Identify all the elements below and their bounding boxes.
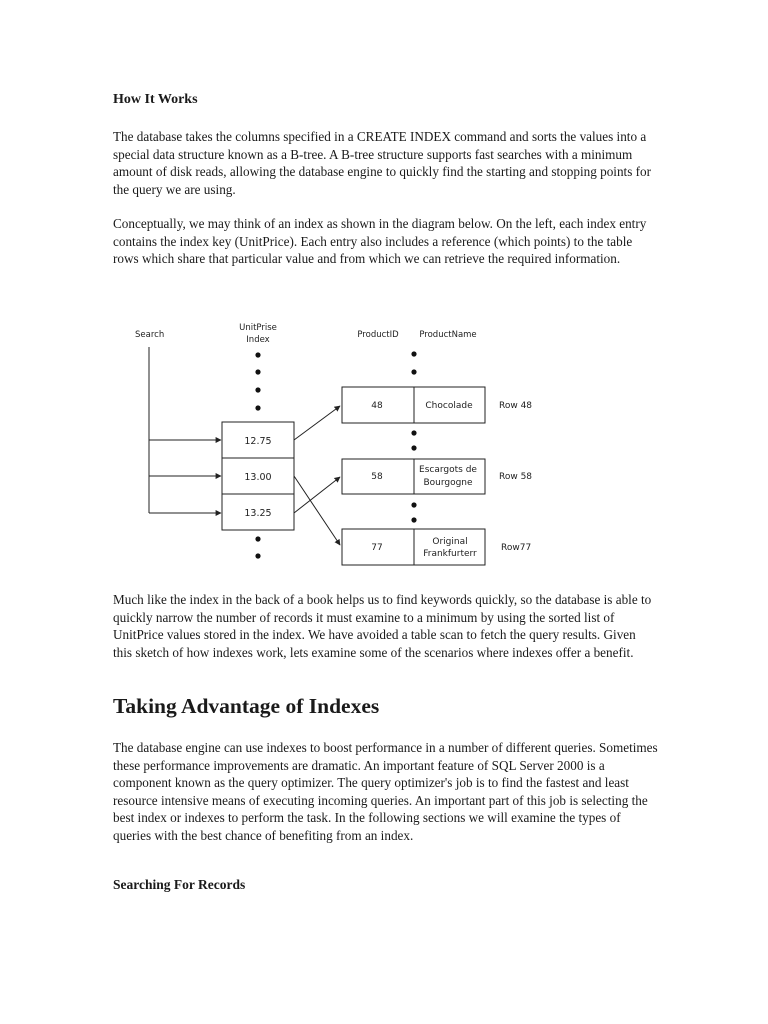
row-77-label: Row77 (501, 543, 532, 553)
row-58-name-line2: Bourgogne (423, 478, 473, 488)
index-entry-3: 13.25 (244, 508, 272, 519)
row-58-name-line1: Escargots de (419, 465, 477, 475)
main-heading: Taking Advantage of Indexes (113, 694, 380, 718)
column-header-productid: ProductID (357, 330, 399, 340)
index-entry-2: 13.00 (244, 472, 272, 483)
sub-heading: Searching For Records (113, 877, 246, 892)
pointer-arrow-13-00 (294, 476, 340, 545)
row-48-name: Chocolade (425, 401, 473, 411)
table-row-48 (342, 387, 532, 423)
paragraph-query-optimizer: The database engine can use indexes to boost performance in a number of different queries. Sometimes these performance improvements are dramatic. An important feature of SQL Server 2000 is a component known as the query optimizer. The query optimizer's job is to find the fastest and least resource intensive means of executing incoming queries. An important part of this job is selecting the best index or indexes to perform the task. In the following sections we will examine the types of queries with the best chance of benefiting from an index. (113, 740, 658, 843)
index-dots-top (255, 352, 260, 410)
pointer-arrow-12-75 (294, 406, 340, 440)
index-entry-1: 12.75 (244, 436, 272, 447)
row-58-id: 58 (371, 472, 383, 482)
index-label-line1: UnitPrise (239, 323, 277, 333)
index-label-line2: Index (246, 335, 270, 345)
pointer-arrow-13-25 (294, 477, 340, 513)
table-row-58 (342, 459, 532, 494)
row-77-name-line2: Frankfurterr (423, 549, 477, 559)
row-58-label: Row 58 (499, 472, 533, 482)
row-77-id: 77 (371, 543, 383, 553)
row-77-name-line1: Original (432, 537, 468, 547)
index-dots-bottom (255, 536, 260, 558)
paragraph-conceptual: Conceptually, we may think of an index as shown in the diagram below. On the left, each index entry contains the index key (UnitPrice). Each entry also includes a reference (which points) to the table rows which share that particular value and from which we can retrieve the required information. (113, 216, 647, 266)
table-dots (411, 351, 416, 522)
paragraph-btree: The database takes the columns specified in a CREATE INDEX command and sorts the values into a special data structure known as a B-tree. A B-tree structure supports fast searches with a minimum amount of disk reads, allowing the database engine to quickly find the starting and stopping points for the query we are using. (113, 129, 652, 197)
search-label: Search (135, 330, 165, 340)
paragraph-book-index: Much like the index in the back of a book helps us to find keywords quickly, so the database is able to quickly narrow the number of records it must examine to a minimum by using the sorted list of UnitPrice values stored in the index. We have avoided a table scan to fetch the query results. Given this sketch of how indexes work, lets examine some of the scenarios where indexes offer a benefit. (113, 592, 652, 660)
row-48-id: 48 (371, 401, 383, 411)
table-row-77 (342, 529, 531, 565)
index-entries (222, 422, 294, 530)
index-diagram (0, 310, 768, 580)
column-header-productname: ProductName (419, 330, 477, 340)
section-heading: How It Works (113, 92, 198, 107)
row-48-label: Row 48 (499, 401, 533, 411)
